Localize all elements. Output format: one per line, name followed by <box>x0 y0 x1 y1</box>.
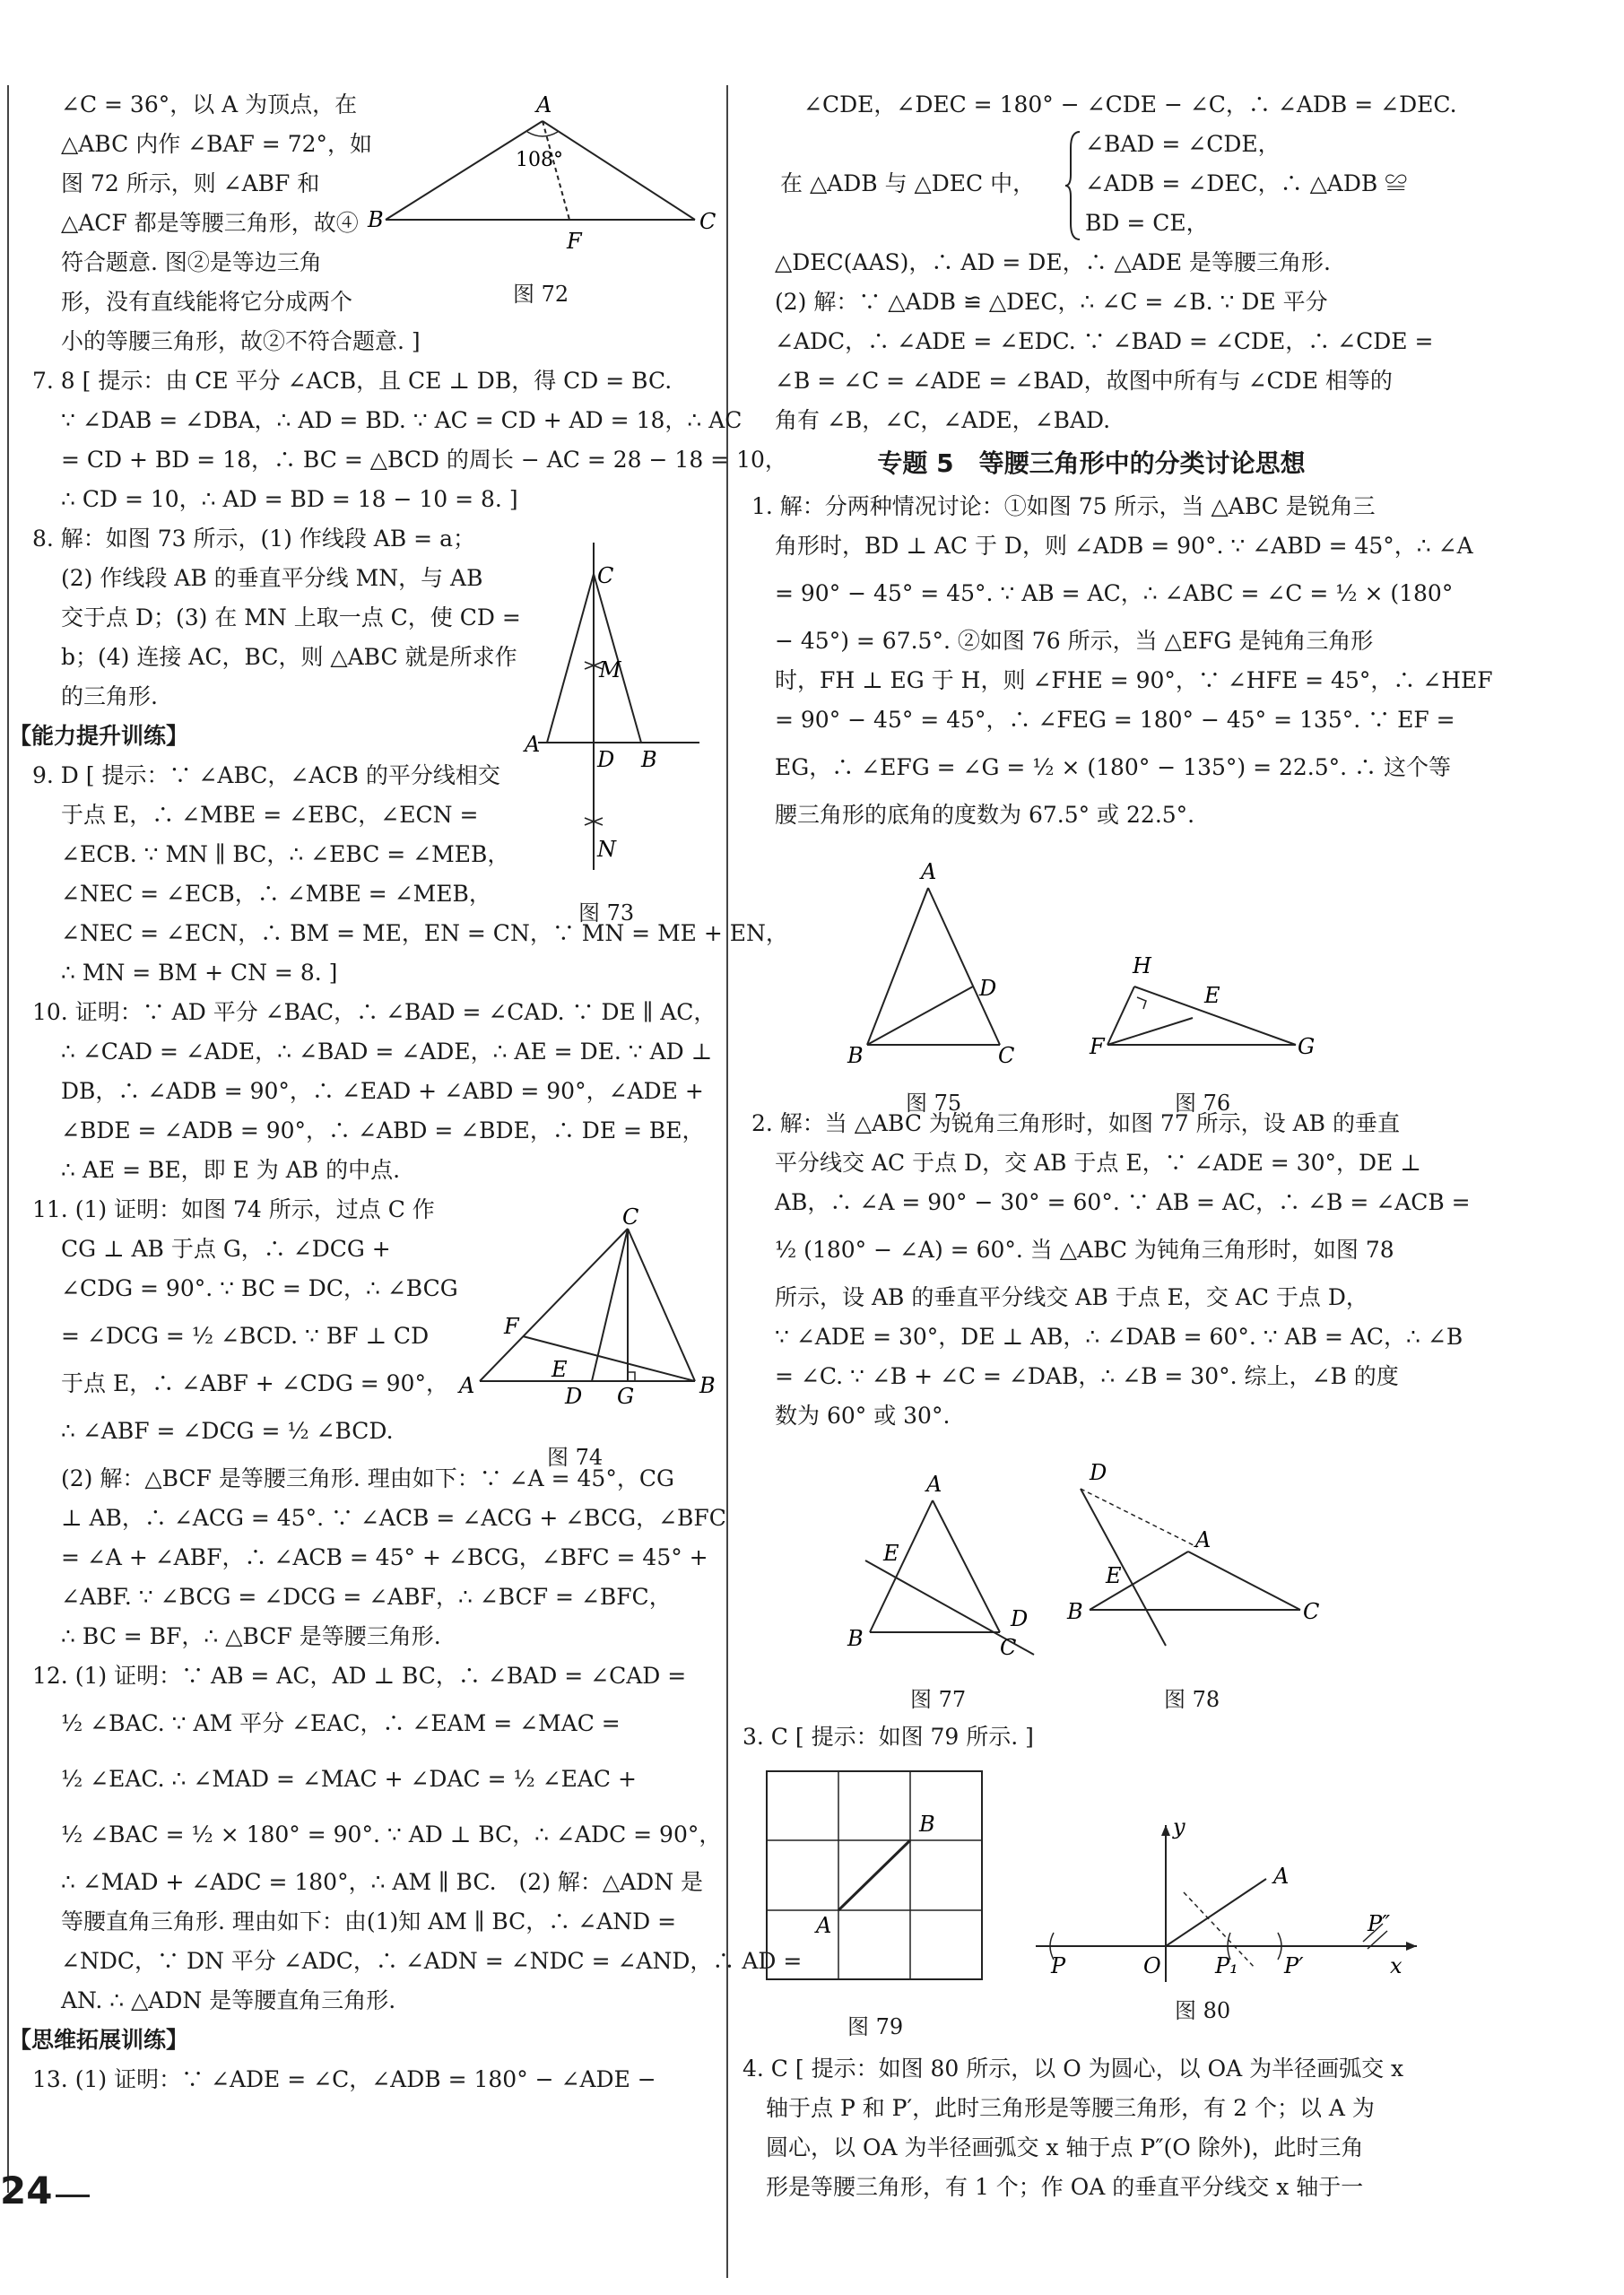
q11-line: 于点 E，∴ ∠ABF + ∠CDG = 90°， <box>61 1370 448 1396</box>
p4-line: 4. C [ 提示：如图 80 所示，以 O 为圆心，以 OA 为半径画弧交 x <box>743 2056 1404 2082</box>
p4-line: 轴于点 P 和 P′，此时三角形是等腰三角形，有 2 个；以 A 为 <box>766 2095 1375 2121</box>
point-P: P <box>1051 1953 1066 1978</box>
point-E: E <box>551 1357 568 1382</box>
point-D: D <box>1011 1606 1029 1631</box>
fig78-caption: 图 78 <box>1164 1687 1220 1712</box>
topic-title: 专题 5 等腰三角形中的分类讨论思想 <box>877 448 1306 478</box>
vertex-label-F: F <box>567 229 582 254</box>
q9-line: ∠NEC = ∠ECB，∴ ∠MBE = ∠MEB， <box>61 881 491 907</box>
q9-line: 于点 E，∴ ∠MBE = ∠EBC，∠ECN = <box>61 802 479 828</box>
q9-line: 9. D [ 提示：∵ ∠ABC，∠ACB 的平分线相交 <box>32 762 500 788</box>
q11-line: ∠ABF. ∵ ∠BCG = ∠DCG = ∠ABF，∴ ∠BCF = ∠BFC， <box>61 1584 672 1610</box>
p1-line: 时，FH ⊥ EG 于 H，则 ∠FHE = 90°，∵ ∠HFE = 45°，∴ ∠HEF <box>775 667 1493 693</box>
q8-line: (2) 作线段 AB 的垂直平分线 MN，与 AB <box>61 565 483 591</box>
figure-76 <box>1081 951 1323 1067</box>
q11-line: ⊥ AB，∴ ∠ACG = 45°. ∵ ∠ACB = ∠ACG + ∠BCG，∠BFC <box>61 1505 726 1531</box>
q11-line: ∠CDG = 90°. ∵ BC = DC，∴ ∠BCG <box>61 1275 458 1301</box>
point-B: B <box>1067 1599 1083 1624</box>
fig72-caption: 图 72 <box>513 282 569 307</box>
q8-line: b；(4) 连接 AC，BC，则 △ABC 就是所求作 <box>61 644 517 670</box>
p2-line: 所示，设 AB 的垂直平分线交 AB 于点 E，交 AC 于点 D， <box>775 1284 1368 1310</box>
point-P-prime: P′ <box>1284 1953 1304 1978</box>
q13-line: 13. (1) 证明：∵ ∠ADE = ∠C，∠ADB = 180° − ∠ADE − <box>32 2066 656 2092</box>
point-C: C <box>998 1043 1015 1068</box>
point-A: A <box>926 1472 942 1497</box>
p4-block <box>743 2049 1403 2207</box>
point-E: E <box>883 1541 899 1566</box>
q11-line: CG ⊥ AB 于点 G，∴ ∠DCG + <box>61 1236 391 1262</box>
q11-line: ∴ ∠ABF = ∠DCG = ½ ∠BCD. <box>61 1418 394 1444</box>
point-D: D <box>1090 1460 1107 1485</box>
p1-line: 1. 解：分两种情况讨论：①如图 75 所示，当 △ABC 是锐角三 <box>751 493 1376 519</box>
left-column <box>9 85 803 2099</box>
figure-72 <box>368 92 716 254</box>
p2-line: ∵ ∠ADE = 30°，DE ⊥ AB，∴ ∠DAB = 60°. ∵ AB = AC，∴ ∠B <box>775 1324 1463 1350</box>
text-line: ∠C = 36°，以 A 为顶点，在 <box>61 91 358 117</box>
p1-line: 腰三角形的底角的度数为 67.5° 或 22.5°. <box>775 802 1195 828</box>
point-P1: P₁ <box>1215 1953 1238 1978</box>
page-number-rule <box>56 2195 90 2197</box>
p2-line: AB，∴ ∠A = 90° − 30° = 60°. ∵ AB = AC，∴ ∠B = ∠ACB = <box>775 1189 1471 1215</box>
brace-icon <box>1065 130 1081 241</box>
q10-line: DB，∴ ∠ADB = 90°，∴ ∠EAD + ∠ABD = 90°，∠ADE + <box>61 1078 704 1104</box>
q7-line: 7. 8 [ 提示：由 CE 平分 ∠ACB，且 CE ⊥ DB，得 CD = BC. <box>32 368 673 394</box>
q12-line: ½ ∠EAC. ∴ ∠MAD = ∠MAC + ∠DAC = ½ ∠EAC + <box>61 1766 637 1792</box>
figure-74 <box>457 1204 717 1409</box>
p2-line: 数为 60° 或 30°. <box>775 1403 951 1429</box>
angle-label: 108° <box>516 149 563 171</box>
figure-75 <box>847 861 1018 1067</box>
brace-intro: 在 △ADB 与 △DEC 中， <box>780 170 1036 196</box>
page-number: 24 <box>0 2169 53 2212</box>
point-A: A <box>525 732 541 757</box>
text-line: 角有 ∠B，∠C，∠ADE，∠BAD. <box>775 407 1111 433</box>
q11-line: = ∠A + ∠ABF，∴ ∠ACB = 45° + ∠BCG，∠BFC = 45° + <box>61 1544 708 1570</box>
point-E: E <box>1106 1563 1122 1588</box>
point-A: A <box>459 1373 475 1398</box>
right-column <box>751 85 1493 1436</box>
p2-line: 平分线交 AC 于点 D，交 AB 于点 E，∵ ∠ADE = 30°，DE ⊥ <box>775 1150 1421 1176</box>
p2-line: ½ (180° − ∠A) = 60°. 当 △ABC 为钝角三角形时，如图 78 <box>775 1237 1394 1263</box>
point-H: H <box>1133 953 1151 978</box>
point-A: A <box>1195 1527 1211 1552</box>
point-B: B <box>699 1373 716 1398</box>
brace-line: BD = CE， <box>1085 210 1209 236</box>
axis-label-x: x <box>1390 1953 1403 1978</box>
q10-line: ∴ AE = BE，即 E 为 AB 的中点. <box>61 1157 401 1183</box>
figure-73 <box>520 538 708 879</box>
q12-line: ∠NDC，∵ DN 平分 ∠ADC，∴ ∠ADN = ∠NDC = ∠AND，∴ AD = <box>61 1948 803 1974</box>
fig73-caption: 图 73 <box>578 900 635 926</box>
q7-line: = CD + BD = 18，∴ BC = △BCD 的周长 − AC = 28 − 18 = 10， <box>61 447 787 473</box>
section-ability: 【能力提升训练】 <box>9 723 189 749</box>
point-N: N <box>597 837 616 862</box>
axis-label-y: y <box>1173 1814 1185 1839</box>
point-B: B <box>641 747 657 772</box>
figure-79 <box>762 1767 986 1986</box>
fig80-caption: 图 80 <box>1175 1998 1231 2023</box>
vertex-label-B: B <box>368 207 384 232</box>
point-P-double-prime: P″ <box>1368 1911 1391 1936</box>
p1-line: 角形时，BD ⊥ AC 于 D，则 ∠ADB = 90°. ∵ ∠ABD = 45°，∴ ∠A <box>775 533 1473 559</box>
q7-line: ∵ ∠DAB = ∠DBA，∴ AD = BD. ∵ AC = CD + AD = 18，∴ AC <box>61 407 743 433</box>
brace-block <box>751 125 1431 243</box>
brace-line: ∠BAD = ∠CDE， <box>1085 131 1281 157</box>
p1-line: EG，∴ ∠EFG = ∠G = ½ × (180° − 135°) = 22.5°. ∴ 这个等 <box>775 754 1451 780</box>
text-line: 形，没有直线能将它分成两个 <box>61 289 353 315</box>
q8-line: 交于点 D；(3) 在 MN 上取一点 C，使 CD = <box>61 604 521 630</box>
text-line: ∠CDE，∠DEC = 180° − ∠CDE − ∠C，∴ ∠ADB = ∠DEC. <box>803 91 1457 117</box>
p4-line: 圆心，以 OA 为半径画弧交 x 轴于点 P″(O 除外)，此时三角 <box>766 2134 1364 2160</box>
q12-line: ½ ∠BAC. ∵ AM 平分 ∠EAC，∴ ∠EAM = ∠MAC = <box>61 1710 621 1736</box>
fig76-caption: 图 76 <box>1175 1091 1231 1116</box>
fig75-caption: 图 75 <box>906 1091 962 1116</box>
point-B: B <box>847 1043 864 1068</box>
text-line: 小的等腰三角形，故②不符合题意. ] <box>61 328 421 354</box>
p3-line: 3. C [ 提示：如图 79 所示. ] <box>743 1724 1034 1750</box>
point-M: M <box>599 657 621 682</box>
q12-line: AN. ∴ △ADN 是等腰直角三角形. <box>61 1987 396 2013</box>
text-line: △ABC 内作 ∠BAF = 72°，如 <box>61 131 373 157</box>
text-line: 符合题意. 图②是等边三角 <box>61 249 322 275</box>
point-G: G <box>617 1384 635 1409</box>
point-G: G <box>1298 1034 1316 1059</box>
point-E: E <box>1204 983 1220 1008</box>
text-line: △DEC(AAS)，∴ AD = DE，∴ △ADE 是等腰三角形. <box>775 249 1331 275</box>
point-B: B <box>919 1812 935 1837</box>
brace-line: ∠ADB = ∠DEC，∴ △ADB ≌ <box>1085 170 1408 196</box>
point-A: A <box>1273 1864 1290 1889</box>
q12-line: 12. (1) 证明：∵ AB = AC，AD ⊥ BC，∴ ∠BAD = ∠CAD = <box>32 1663 687 1689</box>
vertex-label-A: A <box>536 92 552 117</box>
q9-line: ∠NEC = ∠ECN，∴ BM = ME，EN = CN，∵ MN = ME + EN， <box>61 920 788 946</box>
text-line: (2) 解：∵ △ADB ≌ △DEC，∴ ∠C = ∠B. ∵ DE 平分 <box>775 289 1328 315</box>
point-C: C <box>1303 1599 1320 1624</box>
vertex-label-C: C <box>699 209 716 234</box>
p2-line: 2. 解：当 △ABC 为锐角三角形时，如图 77 所示，设 AB 的垂直 <box>751 1110 1400 1136</box>
q12-line: ½ ∠BAC = ½ × 180° = 90°. ∵ AD ⊥ BC，∴ ∠ADC = 90°， <box>61 1821 722 1847</box>
q9-line: ∴ MN = BM + CN = 8. ] <box>61 960 338 986</box>
point-C: C <box>1000 1635 1017 1660</box>
q12-line: 等腰直角三角形. 理由如下：由(1)知 AM ∥ BC，∴ ∠AND = <box>61 1908 677 1934</box>
point-C: C <box>597 563 614 588</box>
fig74-caption: 图 74 <box>547 1445 604 1470</box>
p4-line: 形是等腰三角形，有 1 个；作 OA 的垂直平分线交 x 轴于一 <box>766 2174 1364 2200</box>
q10-line: 10. 证明：∵ AD 平分 ∠BAC，∴ ∠BAD = ∠CAD. ∵ DE ∥ AC， <box>32 999 716 1025</box>
point-C: C <box>622 1204 639 1230</box>
q7-line: ∴ CD = 10，∴ AD = BD = 18 − 10 = 8. ] <box>61 486 518 512</box>
point-F: F <box>1090 1034 1105 1059</box>
point-F: F <box>504 1314 519 1339</box>
text-line: ∠B = ∠C = ∠ADE = ∠BAD，故图中所有与 ∠CDE 相等的 <box>775 368 1393 394</box>
section-thinking: 【思维拓展训练】 <box>9 2027 189 2053</box>
point-O: O <box>1143 1953 1161 1978</box>
text-line: ∠ADC，∴ ∠ADE = ∠EDC. ∵ ∠BAD = ∠CDE，∴ ∠CDE = <box>775 328 1434 354</box>
q8-line: 的三角形. <box>61 683 158 709</box>
q11-line: 11. (1) 证明：如图 74 所示，过点 C 作 <box>32 1196 435 1222</box>
q11-line: (2) 解：△BCF 是等腰三角形. 理由如下：∵ ∠A = 45°，CG <box>61 1465 674 1491</box>
p2-line: = ∠C. ∵ ∠B + ∠C = ∠DAB，∴ ∠B = 30°. 综上，∠B 的度 <box>775 1363 1399 1389</box>
q10-line: ∠BDE = ∠ADB = 90°，∴ ∠ABD = ∠BDE，∴ DE = BE， <box>61 1117 705 1143</box>
point-B: B <box>847 1626 864 1651</box>
point-D: D <box>565 1384 583 1409</box>
p1-line: = 90° − 45° = 45°，∴ ∠FEG = 180° − 45° = 135°. ∵ EF = <box>775 707 1455 733</box>
text-line: △ACF 都是等腰三角形，故④ <box>61 210 359 236</box>
figure-77 <box>838 1472 1036 1664</box>
q11-line: = ∠DCG = ½ ∠BCD. ∵ BF ⊥ CD <box>61 1323 430 1349</box>
fig79-caption: 图 79 <box>847 2014 904 2039</box>
q12-line: ∴ ∠MAD + ∠ADC = 180°，∴ AM ∥ BC. (2) 解：△ADN 是 <box>61 1869 704 1895</box>
figure-78 <box>1063 1462 1323 1641</box>
point-A: A <box>921 859 937 884</box>
q11-line: ∴ BC = BF，∴ △BCF 是等腰三角形. <box>61 1623 441 1649</box>
text-line: 图 72 所示，则 ∠ABF 和 <box>61 170 320 196</box>
figure-80 <box>1031 1807 1426 1986</box>
point-D: D <box>597 747 615 772</box>
point-A: A <box>816 1913 832 1938</box>
point-D: D <box>979 976 997 1001</box>
q10-line: ∴ ∠CAD = ∠ADE，∴ ∠BAD = ∠ADE，∴ AE = DE. ∵ AD ⊥ <box>61 1039 713 1065</box>
fig77-caption: 图 77 <box>910 1687 967 1712</box>
q8-line: 8. 解：如图 73 所示，(1) 作线段 AB = a； <box>32 526 475 552</box>
q9-line: ∠ECB. ∵ MN ∥ BC，∴ ∠EBC = ∠MEB， <box>61 841 510 867</box>
p1-line: = 90° − 45° = 45°. ∵ AB = AC，∴ ∠ABC = ∠C = ½ × (180° <box>775 580 1454 606</box>
p1-line: − 45°) = 67.5°. ②如图 76 所示，当 △EFG 是钝角三角形 <box>775 628 1374 654</box>
